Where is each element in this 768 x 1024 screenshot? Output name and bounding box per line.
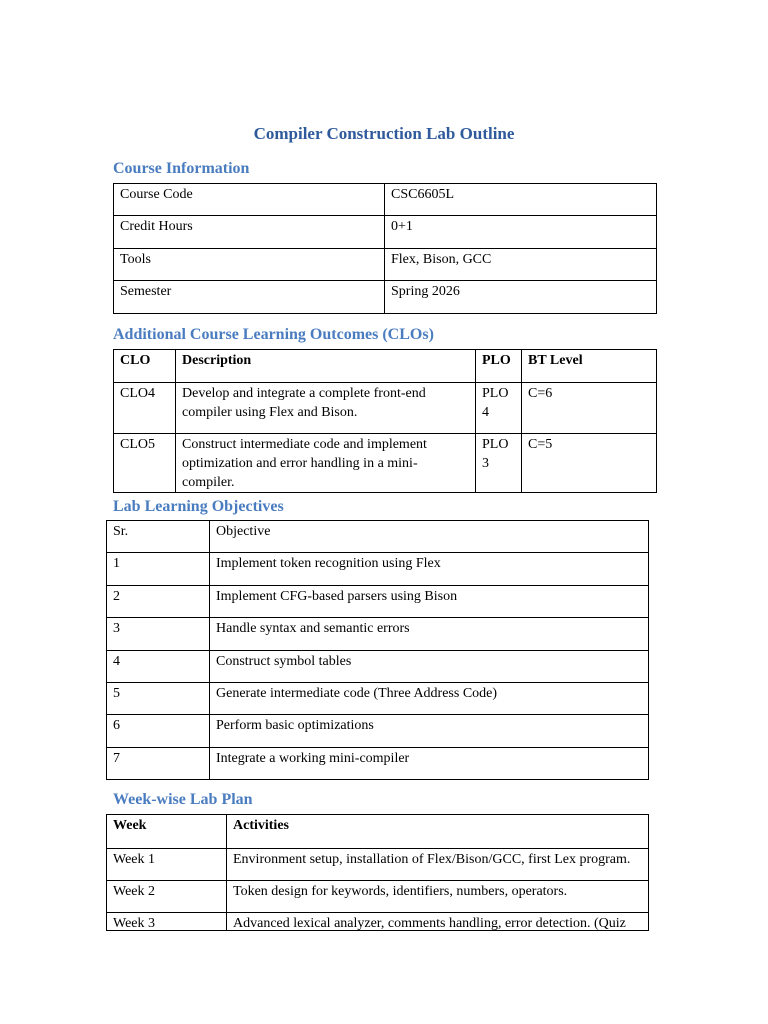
table-row: [114, 184, 657, 216]
objectives-table: [106, 520, 649, 780]
table-cell-activities: Environment setup, installation of Flex/Bison/GCC, first Lex program.: [227, 849, 649, 881]
clos-table: [113, 349, 657, 493]
table-header-row: [107, 521, 649, 553]
table-row: [107, 913, 649, 931]
column-header-description: Description: [176, 350, 476, 383]
course-info-heading: Course Information: [113, 160, 250, 177]
column-header-plo: PLO: [476, 350, 522, 383]
table-row: [107, 881, 649, 913]
table-cell-clo: CLO4: [114, 383, 176, 434]
weekly-plan-table: [106, 814, 649, 931]
table-cell-description: Construct intermediate code and implement optimization and error handling in a mini-compiler.: [176, 434, 476, 493]
table-cell-objective: Handle syntax and semantic errors: [210, 618, 649, 651]
table-row: [107, 849, 649, 881]
table-cell-plo: PLO 3: [476, 434, 522, 493]
table-cell-sr: 4: [107, 651, 210, 683]
table-cell-sr: 6: [107, 715, 210, 748]
table-cell-week: Week 2: [107, 881, 227, 913]
table-cell-sr: 1: [107, 553, 210, 586]
table-cell-sr: 3: [107, 618, 210, 651]
weekly-plan-heading: Week-wise Lab Plan: [113, 791, 253, 808]
table-cell-objective: Perform basic optimizations: [210, 715, 649, 748]
table-cell-description: Develop and integrate a complete front-end compiler using Flex and Bison.: [176, 383, 476, 434]
column-header-bt-level: BT Level: [522, 350, 657, 383]
table-cell-objective: Implement CFG-based parsers using Bison: [210, 586, 649, 618]
table-row: [114, 383, 657, 434]
table-cell-label: Tools: [114, 249, 385, 281]
table-cell-value: Spring 2026: [385, 281, 657, 314]
table-row: [114, 216, 657, 249]
table-cell-objective: Construct symbol tables: [210, 651, 649, 683]
table-cell-week: Week 3: [107, 913, 227, 931]
table-cell-value: 0+1: [385, 216, 657, 249]
objectives-heading: Lab Learning Objectives: [113, 498, 284, 515]
table-cell-bt-level: C=6: [522, 383, 657, 434]
column-header-week: Week: [107, 815, 227, 849]
table-cell-objective: Integrate a working mini-compiler: [210, 748, 649, 780]
table-cell-value: Flex, Bison, GCC: [385, 249, 657, 281]
table-row: [114, 281, 657, 314]
table-cell-bt-level: C=5: [522, 434, 657, 493]
table-row: [107, 748, 649, 780]
table-row: [107, 586, 649, 618]
table-header-row: [114, 350, 657, 383]
table-row: [107, 553, 649, 586]
table-cell-sr: 7: [107, 748, 210, 780]
table-cell-sr: 2: [107, 586, 210, 618]
table-header-row: [107, 815, 649, 849]
table-cell-value: CSC6605L: [385, 184, 657, 216]
table-row: [107, 683, 649, 715]
clos-heading: Additional Course Learning Outcomes (CLOs): [113, 326, 434, 343]
page-title: Compiler Construction Lab Outline: [253, 124, 515, 143]
table-cell-activities: Advanced lexical analyzer, comments handling, error detection. (Quiz: [227, 913, 649, 931]
table-cell-label: Semester: [114, 281, 385, 314]
table-cell-clo: CLO5: [114, 434, 176, 493]
column-header-objective: Objective: [210, 521, 649, 553]
table-row: [107, 618, 649, 651]
table-row: [107, 651, 649, 683]
table-cell-plo: PLO 4: [476, 383, 522, 434]
table-cell-label: Credit Hours: [114, 216, 385, 249]
table-cell-label: Course Code: [114, 184, 385, 216]
table-cell-objective: Generate intermediate code (Three Address Code): [210, 683, 649, 715]
column-header-sr: Sr.: [107, 521, 210, 553]
course-info-table: [113, 183, 657, 314]
column-header-clo: CLO: [114, 350, 176, 383]
table-row: [114, 249, 657, 281]
table-cell-objective: Implement token recognition using Flex: [210, 553, 649, 586]
column-header-activities: Activities: [227, 815, 649, 849]
table-row: [114, 434, 657, 493]
table-cell-week: Week 1: [107, 849, 227, 881]
table-cell-activities: Token design for keywords, identifiers, numbers, operators.: [227, 881, 649, 913]
table-cell-sr: 5: [107, 683, 210, 715]
table-row: [107, 715, 649, 748]
